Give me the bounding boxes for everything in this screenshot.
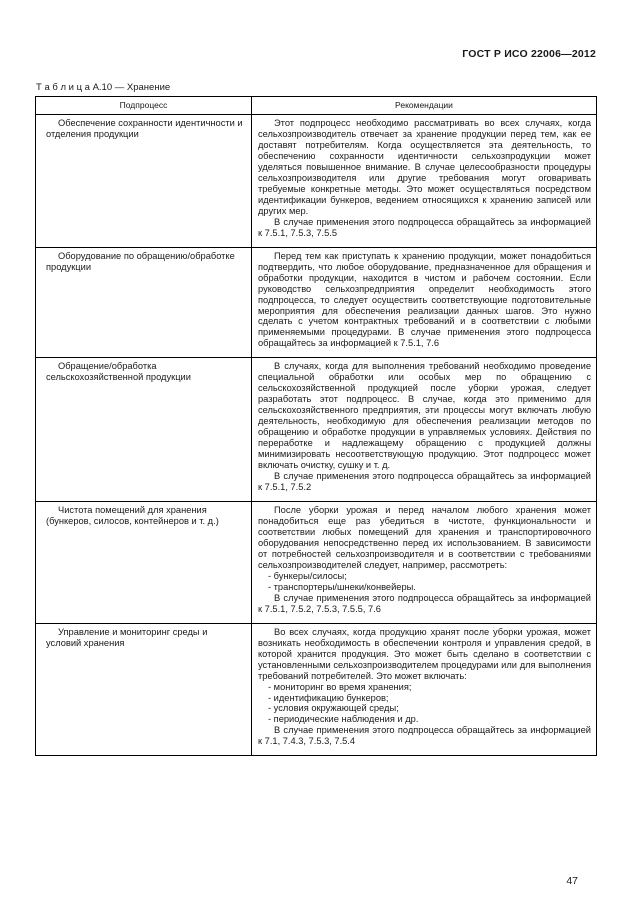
list-item: - мониторинг во время хранения; xyxy=(268,681,412,692)
table-body xyxy=(36,115,597,756)
paragraph: Перед тем как приступать к хранению продукции, может понадобиться подтвердить, что любое оборудование, предназначенное для обращения и обработки продукции, находится в чистом и рабочем состоянии. Если руководство сельхозпредприятия определит необходимость этого подпроцесса, то следует осуществить соответствующие подготовительные мероприятия для обеспечения реализации данных шагов. Это нужно сделать с учетом контрактных требований и в соответствии с любыми применяемыми процедурами. В случае применения этого подпроцесса обращайтесь за информацией к 7.5.1, 7.6 xyxy=(258,250,591,349)
subprocess-text: Оборудование по обращению/обработке продукции xyxy=(46,250,235,272)
paragraph: В случае применения этого подпроцесса обращайтесь за информацией к 7.1, 7.4.3, 7.5.3, 7.5.4 xyxy=(258,725,591,747)
table-caption: Т а б л и ц а А.10 — Хранение xyxy=(36,82,171,93)
document-code: ГОСТ Р ИСО 22006—2012 xyxy=(462,48,596,60)
paragraph: Во всех случаях, когда продукцию хранят после уборки урожая, может возникать необходимость в обеспечении контроля и управления средой, в которой хранится продукция. Это может быть сделано в соответствии с установленными сельхозпроизводителем процедурами или для выполнения требований потребителей. Это может включать: xyxy=(258,626,591,681)
table-row xyxy=(36,502,597,624)
storage-table xyxy=(35,96,597,756)
subprocess-text: Обращение/обработка сельскохозяйственной продукции xyxy=(46,361,191,383)
list-item: - бункеры/силосы; xyxy=(268,570,347,581)
paragraph: В случае применения этого подпроцесса обращайтесь за информацией к 7.5.1, 7.5.2 xyxy=(258,471,591,493)
subprocess-cell xyxy=(36,623,252,756)
paragraph: В случае применения этого подпроцесса обращайтесь за информацией к 7.5.1, 7.5.3, 7.5.5 xyxy=(258,216,591,238)
recommendations-cell xyxy=(252,115,597,248)
paragraph: В случае применения этого подпроцесса обращайтесь за информацией к 7.5.1, 7.5.2, 7.5.3, 7.5.5, 7.6 xyxy=(258,592,591,614)
list-item: - транспортеры/шнеки/конвейеры. xyxy=(268,581,416,592)
recommendations-cell xyxy=(252,358,597,502)
paragraph: В случаях, когда для выполнения требований необходимо проведение специальной обработки или особых мер по обращению с сельскохозяйственной продукцией после уборки урожая, следует разработать этот подпроцесс. В случае, когда это применимо для сельскохозяйственного предприятия, эти процессы могут включать любую деятельность, необходимую для обеспечения реализации методов по обращению и обработке продукции в управляемых условиях. Действия по переработке и надлежащему обращению с продукцией должны минимизировать несоответствующую продукцию. Этот подпроцесс может включать очистку, сушку и т. д. xyxy=(258,361,591,471)
list-item: - условия окружающей среды; xyxy=(268,703,399,714)
recommendations-cell xyxy=(252,247,597,358)
table-row xyxy=(36,358,597,502)
subprocess-cell xyxy=(36,358,252,502)
subprocess-text: Управление и мониторинг среды и условий хранения xyxy=(46,626,208,648)
subprocess-text: Обеспечение сохранности идентичности и отделения продукции xyxy=(46,118,243,139)
column-header-subprocess: Подпроцесс xyxy=(36,97,252,115)
recommendations-cell xyxy=(252,623,597,756)
recommendations-cell xyxy=(252,502,597,624)
column-header-recommendations: Рекомендации xyxy=(252,97,597,115)
page-number: 47 xyxy=(566,875,578,887)
list-item: - периодические наблюдения и др. xyxy=(268,714,419,725)
paragraph: Этот подпроцесс необходимо рассматривать во всех случаях, когда сельхозпроизводитель отвечает за хранение продукции перед тем, как ее доставят потребителям. Когда осуществляется эта деятельность, то обеспечению сохранности идентичности сельхозпродукции может уделяться повышенное внимание. В случае целесообразности процедуры сельхозпроизводителя или другие требования могут оговаривать требуемые конкретные методы. Это может осуществляться посредством идентификации бункеров, ведением относящихся к хранению записей или других мер. xyxy=(258,118,591,216)
table-row xyxy=(36,247,597,358)
table-row xyxy=(36,115,597,248)
table-row xyxy=(36,623,597,756)
paragraph: После уборки урожая и перед началом любого хранения может понадобиться еще раз убедиться в чистоте, функциональности и соответствии любых помещений для хранения и транспортировочного оборудования непосредственно перед их использованием. В зависимости от потребностей сельхозпроизводителя и в соответствии с требованиями сельхозпроизводителей следует, например, рассмотреть: xyxy=(258,505,591,570)
list-item: - идентификацию бункеров; xyxy=(268,692,389,703)
subprocess-cell xyxy=(36,247,252,358)
subprocess-cell xyxy=(36,502,252,624)
subprocess-text: Чистота помещений для хранения (бункеров, силосов, контейнеров и т. д.) xyxy=(46,505,219,526)
table-header-row xyxy=(36,97,597,115)
subprocess-cell xyxy=(36,115,252,248)
